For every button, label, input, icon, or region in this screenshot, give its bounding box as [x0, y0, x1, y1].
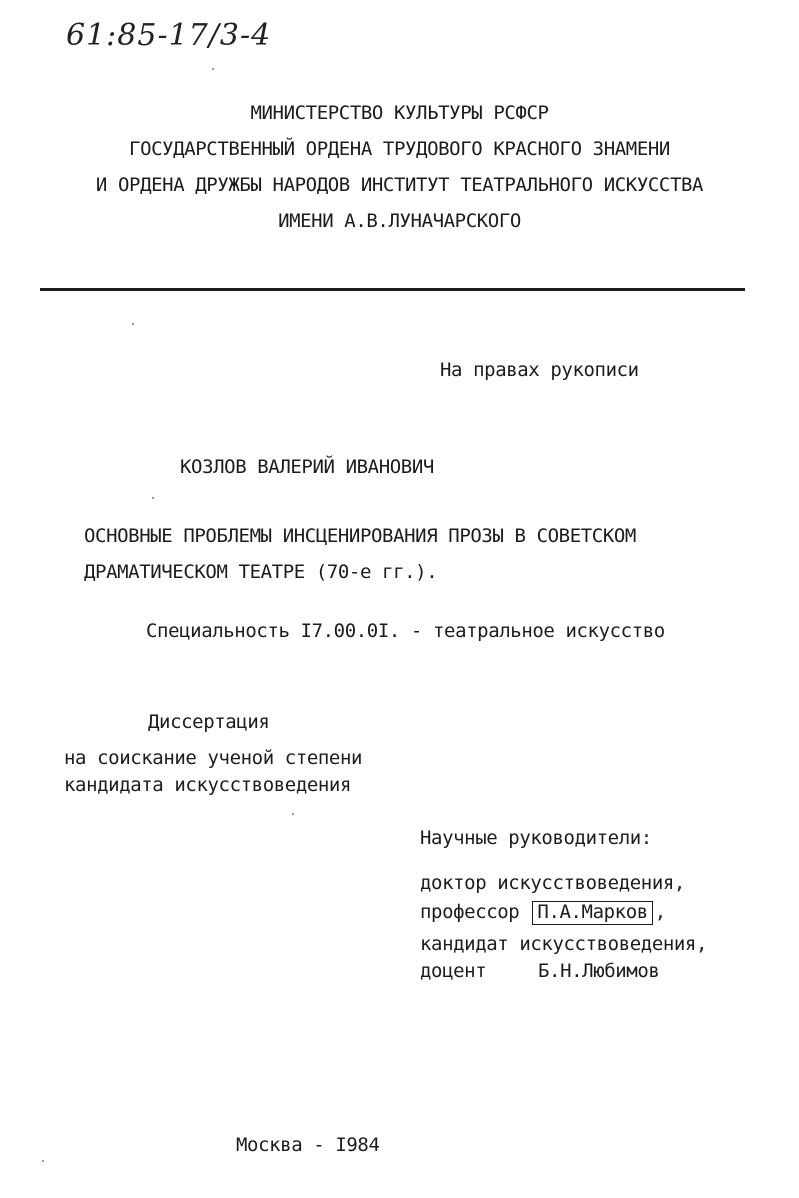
- degree-line2: кандидата искусствоведения: [64, 774, 352, 796]
- paper-speck: [42, 1160, 44, 1162]
- author-name: КОЗЛОВ ВАЛЕРИЙ ИВАНОВИЧ: [180, 456, 434, 478]
- header-institute-line2: И ОРДЕНА ДРУЖБЫ НАРОДОВ ИНСТИТУТ ТЕАТРАЛЬНОГО ИСКУССТВА: [95, 174, 704, 196]
- header-institute-line1: ГОСУДАРСТВЕННЫЙ ОРДЕНА ТРУДОВОГО КРАСНОГО ЗНАМЕНИ: [129, 138, 670, 160]
- supervisor1-name-boxed: П.А.Марков: [532, 901, 652, 925]
- paper-speck: [292, 813, 294, 815]
- dissertation-title-line2: ДРАМАТИЧЕСКОМ ТЕАТРЕ (70-е гг.).: [84, 561, 438, 583]
- header-institute-line3: ИМЕНИ А.В.ЛУНАЧАРСКОГО: [278, 210, 521, 232]
- paper-speck: [152, 497, 154, 499]
- supervisor2-name: Б.Н.Любимов: [538, 960, 660, 982]
- supervisor1-degree: доктор искусствоведения,: [420, 872, 685, 894]
- header-ministry: МИНИСТЕРСТВО КУЛЬТУРЫ РСФСР: [250, 102, 549, 124]
- manuscript-note: На правах рукописи: [440, 359, 639, 381]
- specialty: Специальность I7.00.0I. - театральное искусство: [146, 620, 665, 642]
- header-divider: [40, 288, 745, 291]
- dissertation-title-line1: ОСНОВНЫЕ ПРОБЛЕМЫ ИНСЦЕНИРОВАНИЯ ПРОЗЫ В СОВЕТСКОМ: [84, 525, 636, 547]
- supervisors-heading: Научные руководители:: [420, 827, 652, 849]
- paper-speck: [212, 68, 214, 70]
- paper-speck: [132, 323, 134, 325]
- supervisor1-suffix: ,: [654, 901, 666, 923]
- supervisor1-title: профессор: [420, 901, 520, 923]
- handwritten-archive-mark: 61:85-17/3-4: [66, 18, 272, 53]
- degree-line1: на соискание ученой степени: [64, 747, 363, 769]
- supervisor1-line: [420, 901, 666, 925]
- dissertation-label: Диссертация: [148, 711, 270, 733]
- place-and-year: Москва - I984: [236, 1134, 380, 1156]
- supervisor2-degree: кандидат искусствоведения,: [420, 933, 708, 955]
- supervisor2-title: доцент: [420, 960, 487, 982]
